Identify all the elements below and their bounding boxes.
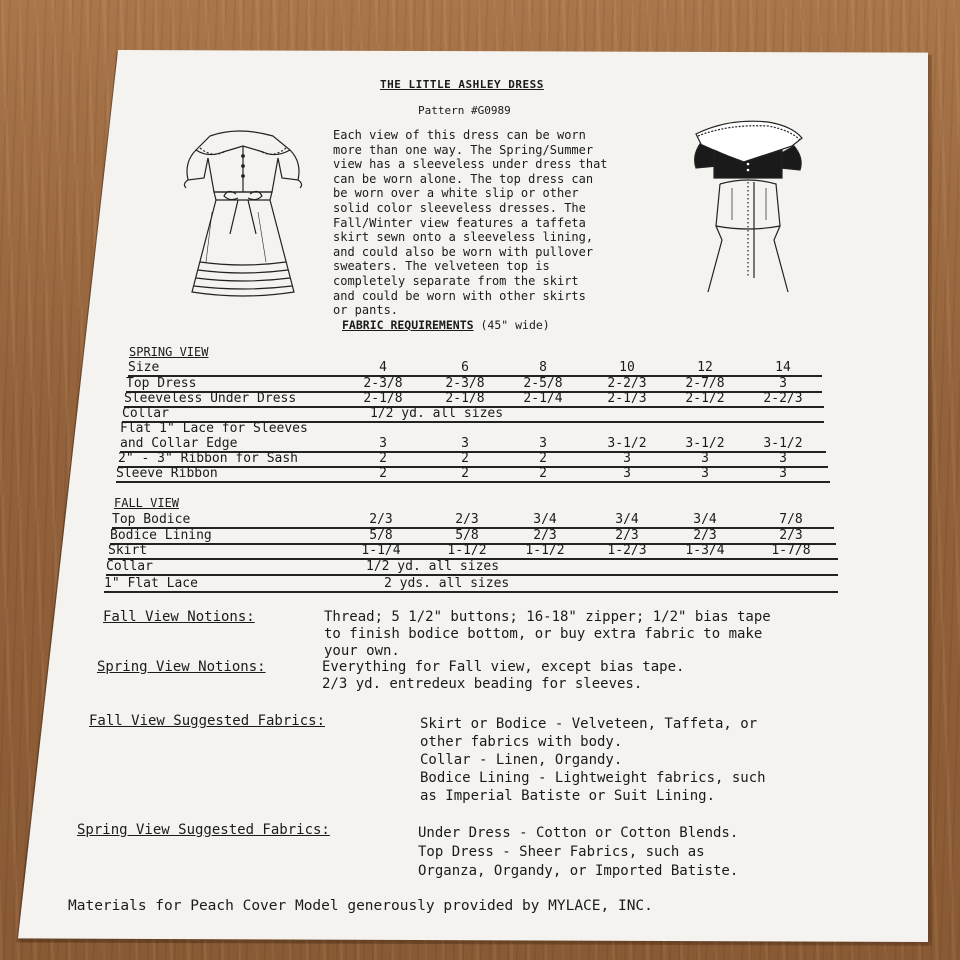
intro-line: view has a sleeveless under dress that [333, 157, 608, 172]
spring-dress-illustration [178, 122, 308, 302]
table-cell: 3 [701, 466, 709, 481]
spring-notions-label [97, 659, 266, 676]
row-label: 2" - 3" Ribbon for Sash [118, 451, 299, 466]
spring-notions-label-text: Spring View Notions: [97, 659, 266, 675]
table-cell: 3/4 [615, 512, 639, 527]
notes-line: to finish bodice bottom, or buy extra fabric to make [324, 626, 763, 642]
notes-line: Everything for Fall view, except bias tape. [322, 659, 685, 675]
table-row [106, 559, 838, 576]
fall-fabrics-label [89, 713, 325, 730]
table-cell: 2/3 [533, 528, 557, 543]
notes-line: Collar - Linen, Organdy. [420, 752, 623, 768]
table-cell: 1-7/8 [771, 543, 811, 558]
row-label: Flat 1" Lace for Sleeves [120, 421, 308, 436]
notes-line: Skirt or Bodice - Velveteen, Taffeta, or [420, 716, 758, 732]
row-label: Sleeveless Under Dress [124, 391, 297, 406]
row-label: Sleeve Ribbon [116, 466, 218, 481]
table-cell: 3 [779, 376, 787, 391]
table-cell: 2/3 [369, 512, 393, 527]
table-cell: 1-1/2 [525, 543, 565, 558]
fabric-width-text: (45" wide) [480, 318, 550, 332]
table-cell: 2 [461, 466, 469, 481]
footer-credit: Materials for Peach Cover Model generously provided by MYLACE, INC. [68, 898, 653, 914]
all-sizes-cell: 1/2 yd. all sizes [366, 559, 500, 574]
spring-notions-text [322, 659, 684, 693]
spring-view-heading: SPRING VIEW [129, 345, 209, 359]
table-row [116, 466, 830, 483]
table-cell: 2/3 [693, 528, 717, 543]
spring-fabrics-text [418, 824, 738, 881]
intro-paragraph [333, 128, 678, 318]
intro-line: sweaters. The velveteen top is [333, 259, 550, 274]
fall-notions-label [103, 609, 255, 626]
table-cell: 3 [379, 436, 387, 451]
table-cell: 10 [619, 360, 635, 375]
table-cell: 3 [779, 451, 787, 466]
pattern-number: Pattern #G0989 [418, 104, 511, 117]
notes-line: other fabrics with body. [420, 734, 623, 750]
table-cell: 2-1/2 [685, 391, 725, 406]
table-cell: 1-3/4 [685, 543, 725, 558]
table-cell: 2-2/3 [763, 391, 803, 406]
spring-fabrics-label-text: Spring View Suggested Fabrics: [77, 822, 330, 838]
table-cell: 1-2/3 [607, 543, 647, 558]
table-cell: 3-1/2 [763, 436, 803, 451]
table-cell: 3-1/2 [685, 436, 725, 451]
fabric-heading-text: FABRIC REQUIREMENTS [342, 318, 474, 332]
spring-fabrics-label [77, 822, 330, 839]
fall-view-heading: FALL VIEW [114, 496, 180, 510]
table-cell: 3/4 [533, 512, 557, 527]
table-cell: 2-1/8 [363, 391, 403, 406]
table-cell: 3/4 [693, 512, 717, 527]
table-cell: 2-1/3 [607, 391, 647, 406]
intro-line: solid color sleeveless dresses. The [333, 200, 586, 215]
intro-line: and could also be worn with pullover [333, 244, 594, 259]
intro-line: can be worn alone. The top dress can [333, 171, 594, 186]
table-cell: 2-2/3 [607, 376, 647, 391]
table-cell: 2-1/8 [445, 391, 485, 406]
table-cell: 14 [775, 360, 791, 375]
all-sizes-cell: 2 yds. all sizes [384, 576, 510, 591]
table-row [104, 576, 838, 593]
table-cell: 3 [623, 466, 631, 481]
intro-line: Fall/Winter view features a taffeta [333, 215, 586, 230]
table-row [120, 421, 826, 453]
row-label: 1" Flat Lace [104, 576, 198, 591]
table-cell: 2-1/4 [523, 391, 563, 406]
intro-line: skirt sewn onto a sleeveless lining, [333, 230, 594, 245]
table-cell: 3 [701, 451, 709, 466]
intro-line: and could be worn with other skirts [333, 288, 586, 303]
intro-line: be worn over a white slip or other [333, 186, 579, 201]
intro-line: or pants. [333, 303, 399, 318]
table-cell: 2 [539, 466, 547, 481]
notes-line: Thread; 5 1/2" buttons; 16-18" zipper; 1/2" bias tape [324, 609, 771, 625]
table-cell: 2/3 [779, 528, 803, 543]
fall-notions-label-text: Fall View Notions: [103, 609, 255, 625]
notes-line: 2/3 yd. entredeux beading for sleeves. [322, 676, 643, 692]
table-cell: 3 [779, 466, 787, 481]
fall-fabrics-text [420, 715, 766, 805]
notes-line: Organza, Organdy, or Imported Batiste. [418, 863, 739, 879]
table-cell: 2 [379, 466, 387, 481]
table-cell: 2-3/8 [445, 376, 485, 391]
notes-line: as Imperial Batiste or Suit Lining. [420, 788, 716, 804]
fall-dress-illustration [688, 116, 808, 298]
table-row [108, 543, 838, 560]
table-cell: 7/8 [779, 512, 803, 527]
fall-notions-text [324, 609, 771, 660]
table-row [112, 512, 834, 529]
table-cell: 2/3 [615, 528, 639, 543]
notes-line: your own. [324, 643, 400, 659]
all-sizes-cell: 1/2 yd. all sizes [370, 406, 504, 421]
fall-fabrics-label-text: Fall View Suggested Fabrics: [89, 713, 326, 729]
table-cell: 3 [623, 451, 631, 466]
row-label: Top Dress [126, 376, 197, 391]
table-cell: 6 [461, 360, 469, 375]
table-cell: 1-1/2 [447, 543, 487, 558]
table-cell: 5/8 [369, 528, 393, 543]
intro-line: more than one way. The Spring/Summer [333, 142, 594, 157]
table-row [128, 360, 822, 377]
table-cell: 2-3/8 [363, 376, 403, 391]
table-cell: 4 [379, 360, 387, 375]
row-label: Collar [122, 406, 169, 421]
table-cell: 3 [539, 436, 547, 451]
table-cell: 3 [461, 436, 469, 451]
table-cell: 2 [539, 451, 547, 466]
fabric-requirements-heading [342, 318, 550, 332]
intro-line: Each view of this dress can be worn [333, 128, 586, 142]
table-cell: 3-1/2 [607, 436, 647, 451]
table-cell: 2 [461, 451, 469, 466]
table-cell: 2-5/8 [523, 376, 563, 391]
row-label: Collar [106, 559, 153, 574]
notes-line: Under Dress - Cotton or Cotton Blends. [418, 825, 739, 841]
row-label: Size [128, 360, 160, 375]
intro-line: completely separate from the skirt [333, 273, 579, 288]
table-cell: 5/8 [455, 528, 479, 543]
table-cell: 8 [539, 360, 547, 375]
notes-line: Top Dress - Sheer Fabrics, such as [418, 844, 705, 860]
table-cell: 2/3 [455, 512, 479, 527]
row-label: Bodice Lining [110, 528, 212, 543]
table-cell: 1-1/4 [361, 543, 401, 558]
table-cell: 2 [379, 451, 387, 466]
row-label: Top Bodice [112, 512, 191, 527]
document-title: THE LITTLE ASHLEY DRESS [380, 78, 544, 91]
table-cell: 2-7/8 [685, 376, 725, 391]
table-cell: 12 [697, 360, 713, 375]
row-label: Skirt [108, 543, 148, 558]
row-label-continued: and Collar Edge [120, 436, 238, 451]
notes-line: Bodice Lining - Lightweight fabrics, such [420, 770, 766, 786]
